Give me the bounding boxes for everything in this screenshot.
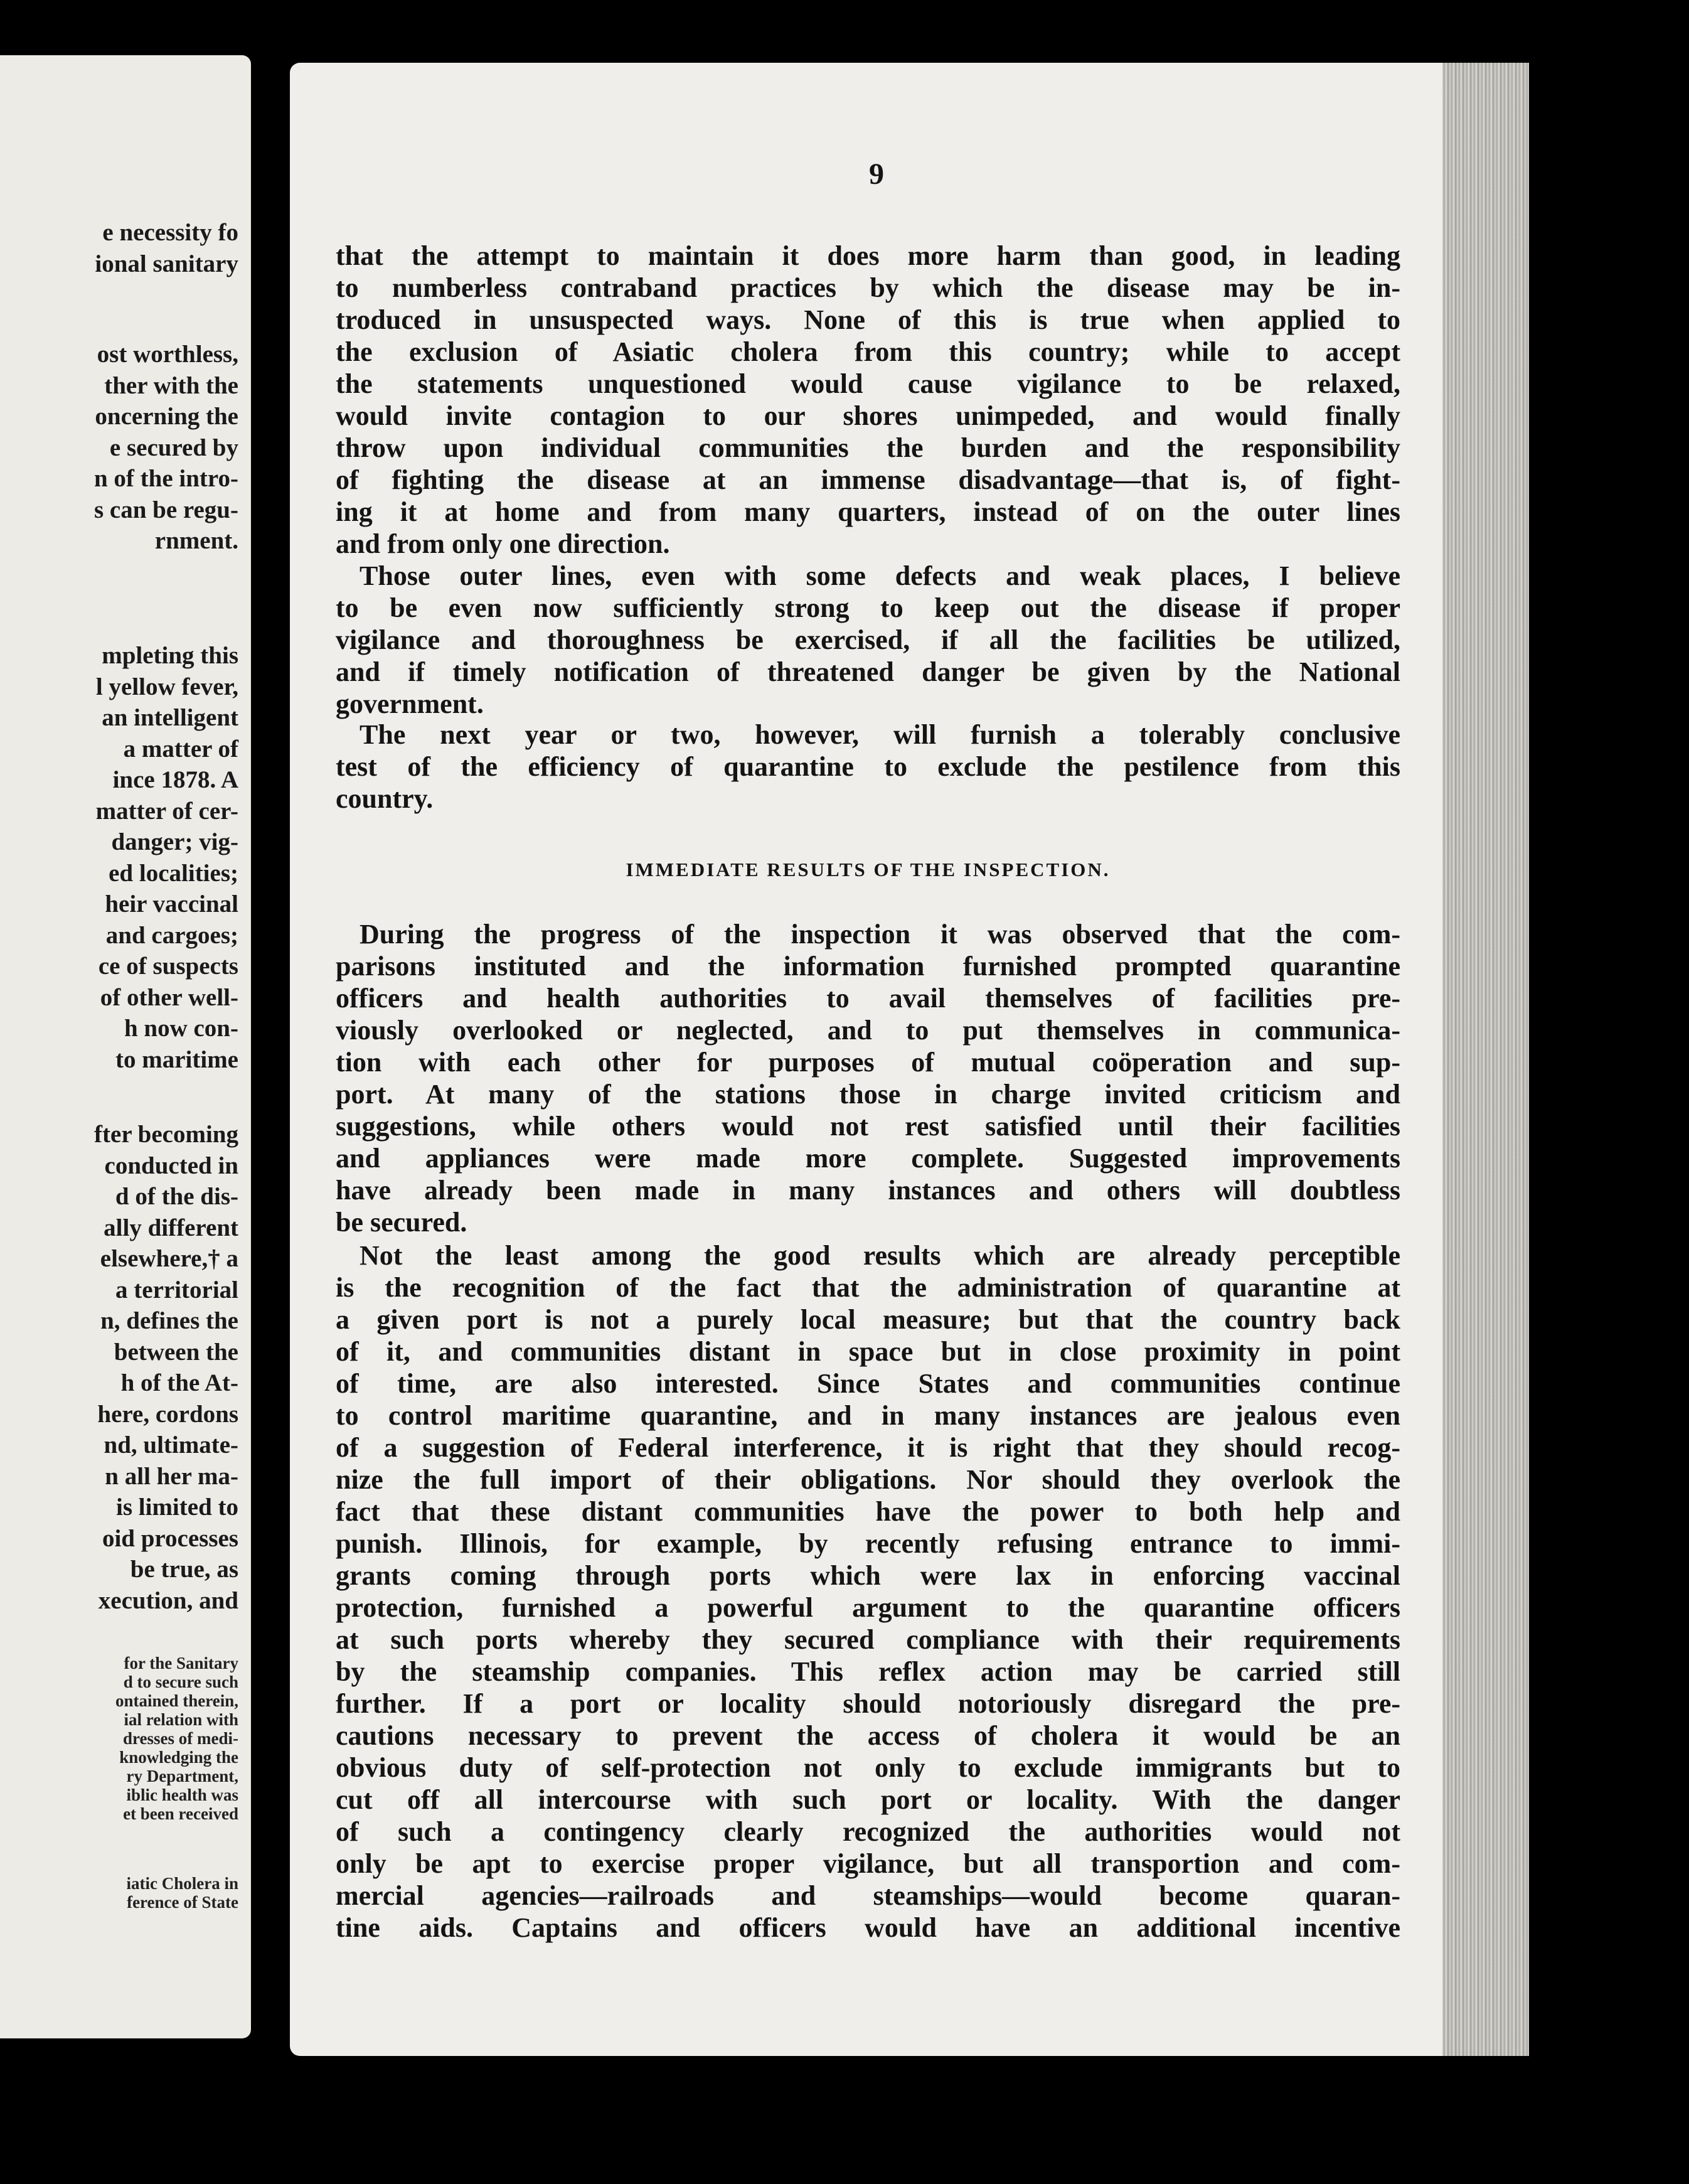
text-line: government. <box>336 688 484 719</box>
text-line: and appliances were made more complete. Suggested improvements <box>336 1143 1400 1174</box>
text-line: of time, are also interested. Since States and communities continue <box>336 1368 1400 1399</box>
left-paragraph-2 <box>0 339 238 557</box>
left-text-line: d of the dis- <box>115 1183 238 1210</box>
text-line: grants coming through ports which were lax in enforcing vaccinal <box>336 1560 1400 1591</box>
text-line: and from only one direction. <box>336 528 670 559</box>
text-line: at such ports whereby they secured compliance with their requirements <box>336 1624 1400 1655</box>
text-line: cautions necessary to prevent the access of cholera it would be an <box>336 1720 1400 1751</box>
left-text-line: a matter of <box>123 735 238 763</box>
text-line: only be apt to exercise proper vigilance, but all transportion and com- <box>336 1848 1400 1879</box>
left-text-line: n, defines the <box>100 1307 238 1334</box>
left-footnote-line: for the Sanitary <box>124 1654 238 1673</box>
left-text-line: of other well- <box>100 983 238 1011</box>
left-text-line: ed localities; <box>109 859 238 887</box>
page-number: 9 <box>869 158 884 191</box>
text-line: ing it at home and from many quarters, instead of on the outer lines <box>336 496 1400 527</box>
left-text-line: ce of suspects <box>98 953 238 980</box>
left-text-line: is limited to <box>116 1494 238 1521</box>
left-text-line: ally different <box>104 1214 238 1241</box>
left-text-line: ince 1878. A <box>112 766 238 793</box>
left-text-line: conducted in <box>104 1152 238 1179</box>
paragraph-2 <box>336 560 1400 720</box>
left-text-line: ther with the <box>104 372 238 399</box>
left-text-line: mpleting this <box>102 642 238 669</box>
left-footnote-2 <box>0 1874 238 1912</box>
left-footnote-line: et been received <box>123 1804 238 1823</box>
text-line: to be even now sufficiently strong to keep out the disease if proper <box>336 592 1400 623</box>
left-footnote-line: ial relation with <box>124 1710 238 1729</box>
left-text-line: elsewhere,† a <box>100 1245 238 1272</box>
left-footnote-1 <box>0 1654 238 1823</box>
page-edge-stack <box>1442 63 1529 2056</box>
text-line: Those outer lines, even with some defects and weak places, I believe <box>360 560 1400 591</box>
text-line: tine aids. Captains and officers would have an additional incentive <box>336 1912 1400 1943</box>
text-line: of it, and communities distant in space but in close proximity in point <box>336 1336 1400 1367</box>
text-line: by the steamship companies. This reflex action may be carried still <box>336 1656 1400 1687</box>
text-line: punish. Illinois, for example, by recently refusing entrance to immi- <box>336 1528 1400 1559</box>
left-text-line: here, cordons <box>97 1400 238 1428</box>
text-line: The next year or two, however, will furnish a tolerably conclusive <box>360 719 1400 750</box>
text-line: of a suggestion of Federal interference, it is right that they should recog- <box>336 1432 1400 1463</box>
left-text-line: between the <box>114 1338 238 1366</box>
left-footnote-line: iblic health was <box>126 1785 238 1804</box>
left-paragraph-4 <box>0 1119 238 1616</box>
paragraph-1 <box>336 240 1400 560</box>
section-heading: IMMEDIATE RESULTS OF THE INSPECTION. <box>626 859 1111 881</box>
text-line: of such a contingency clearly recognized the authorities would not <box>336 1816 1400 1847</box>
text-line: officers and health authorities to avail themselves of facilities pre- <box>336 983 1400 1014</box>
text-line: fact that these distant communities have the power to both help and <box>336 1496 1400 1527</box>
text-line: test of the efficiency of quarantine to exclude the pestilence from this <box>336 751 1400 782</box>
left-text-line: heir vaccinal <box>105 891 238 918</box>
left-footnote-line: dresses of medi- <box>123 1729 238 1748</box>
paragraph-4 <box>336 918 1400 1238</box>
left-text-line: a territorial <box>115 1276 238 1303</box>
left-text-line: danger; vig- <box>111 828 238 855</box>
text-line: throw upon individual communities the burden and the responsibility <box>336 432 1400 463</box>
left-text-line: e secured by <box>109 434 238 461</box>
left-text-line: nd, ultimate- <box>104 1432 238 1459</box>
left-text-line: h of the At- <box>120 1369 238 1396</box>
left-text-line: s can be regu- <box>93 496 238 523</box>
left-text-line: e necessity fo <box>102 219 238 246</box>
text-line: troduced in unsuspected ways. None of this is true when applied to <box>336 304 1400 335</box>
text-line: country. <box>336 783 434 814</box>
text-line: to numberless contraband practices by which the disease may be in- <box>336 272 1400 303</box>
text-line: and if timely notification of threatened danger be given by the National <box>336 656 1400 687</box>
text-line: that the attempt to maintain it does more harm than good, in leading <box>336 240 1400 271</box>
text-line: Not the least among the good results which are already perceptible <box>360 1240 1400 1271</box>
text-line: the statements unquestioned would cause vigilance to be relaxed, <box>336 368 1400 399</box>
left-text-line: h now con- <box>124 1015 238 1042</box>
left-text-line: oncerning the <box>95 403 238 430</box>
text-line: be secured. <box>336 1207 467 1238</box>
text-line: cut off all intercourse with such port or locality. With the danger <box>336 1784 1400 1815</box>
left-text-line: oid processes <box>102 1524 238 1552</box>
text-line: viously overlooked or neglected, and to put themselves in communica- <box>336 1015 1400 1046</box>
text-line: is the recognition of the fact that the administration of quarantine at <box>336 1272 1400 1303</box>
text-line: have already been made in many instances and others will doubtless <box>336 1175 1400 1206</box>
text-line: parisons instituted and the information furnished prompted quarantine <box>336 951 1400 982</box>
text-line: further. If a port or locality should notoriously disregard the pre- <box>336 1688 1400 1719</box>
left-footnote-line: ry Department, <box>126 1767 238 1785</box>
text-line: suggestions, while others would not rest satisfied until their facilities <box>336 1111 1400 1142</box>
left-text-line: ost worthless, <box>97 341 238 368</box>
text-line: protection, furnished a powerful argument to the quarantine officers <box>336 1592 1400 1623</box>
paragraph-3 <box>336 719 1400 815</box>
left-text-line: rnment. <box>154 527 238 554</box>
text-line: a given port is not a purely local measure; but that the country back <box>336 1304 1400 1335</box>
left-text-line: an intelligent <box>102 704 238 731</box>
left-text-line: n of the intro- <box>93 465 238 492</box>
paragraph-5 <box>336 1239 1400 1944</box>
text-line: vigilance and thoroughness be exercised, if all the facilities be utilized, <box>336 624 1400 655</box>
text-line: would invite contagion to our shores unimpeded, and would finally <box>336 400 1400 431</box>
left-text-line: matter of cer- <box>95 797 238 825</box>
text-line: obvious duty of self-protection not only to exclude immigrants but to <box>336 1752 1400 1783</box>
left-footnote-line: iatic Cholera in <box>126 1874 238 1893</box>
left-text-line: xecution, and <box>98 1587 238 1614</box>
left-paragraph-3 <box>0 640 238 1075</box>
text-line: port. At many of the stations those in charge invited criticism and <box>336 1079 1400 1110</box>
left-footnote-line: knowledging the <box>119 1748 238 1767</box>
text-line: tion with each other for purposes of mutual coöperation and sup- <box>336 1047 1400 1078</box>
text-line: of fighting the disease at an immense disadvantage—that is, of fight- <box>336 464 1400 495</box>
text-line: mercial agencies—railroads and steamships—would become quaran- <box>336 1880 1400 1911</box>
left-text-line: and cargoes; <box>105 921 238 949</box>
left-footnote-line: d to secure such <box>123 1673 238 1691</box>
previous-page-fragment <box>0 55 251 2038</box>
left-text-line: n all her ma- <box>105 1462 238 1490</box>
left-footnote-line: ontained therein, <box>115 1691 238 1710</box>
left-footnote-line: ference of State <box>127 1893 238 1912</box>
left-text-line: be true, as <box>130 1556 238 1583</box>
current-page <box>290 63 1529 2056</box>
left-paragraph-1 <box>0 217 238 279</box>
left-text-line: to maritime <box>115 1046 238 1073</box>
left-text-line: l yellow fever, <box>95 673 238 700</box>
left-text-line: ional sanitary <box>95 250 238 277</box>
left-text-line: fter becoming <box>94 1121 238 1148</box>
text-line: During the progress of the inspection it was observed that the com- <box>360 919 1400 950</box>
text-line: the exclusion of Asiatic cholera from this country; while to accept <box>336 336 1400 367</box>
text-line: nize the full import of their obligations. Nor should they overlook the <box>336 1464 1400 1495</box>
text-line: to control maritime quarantine, and in many instances are jealous even <box>336 1400 1400 1431</box>
